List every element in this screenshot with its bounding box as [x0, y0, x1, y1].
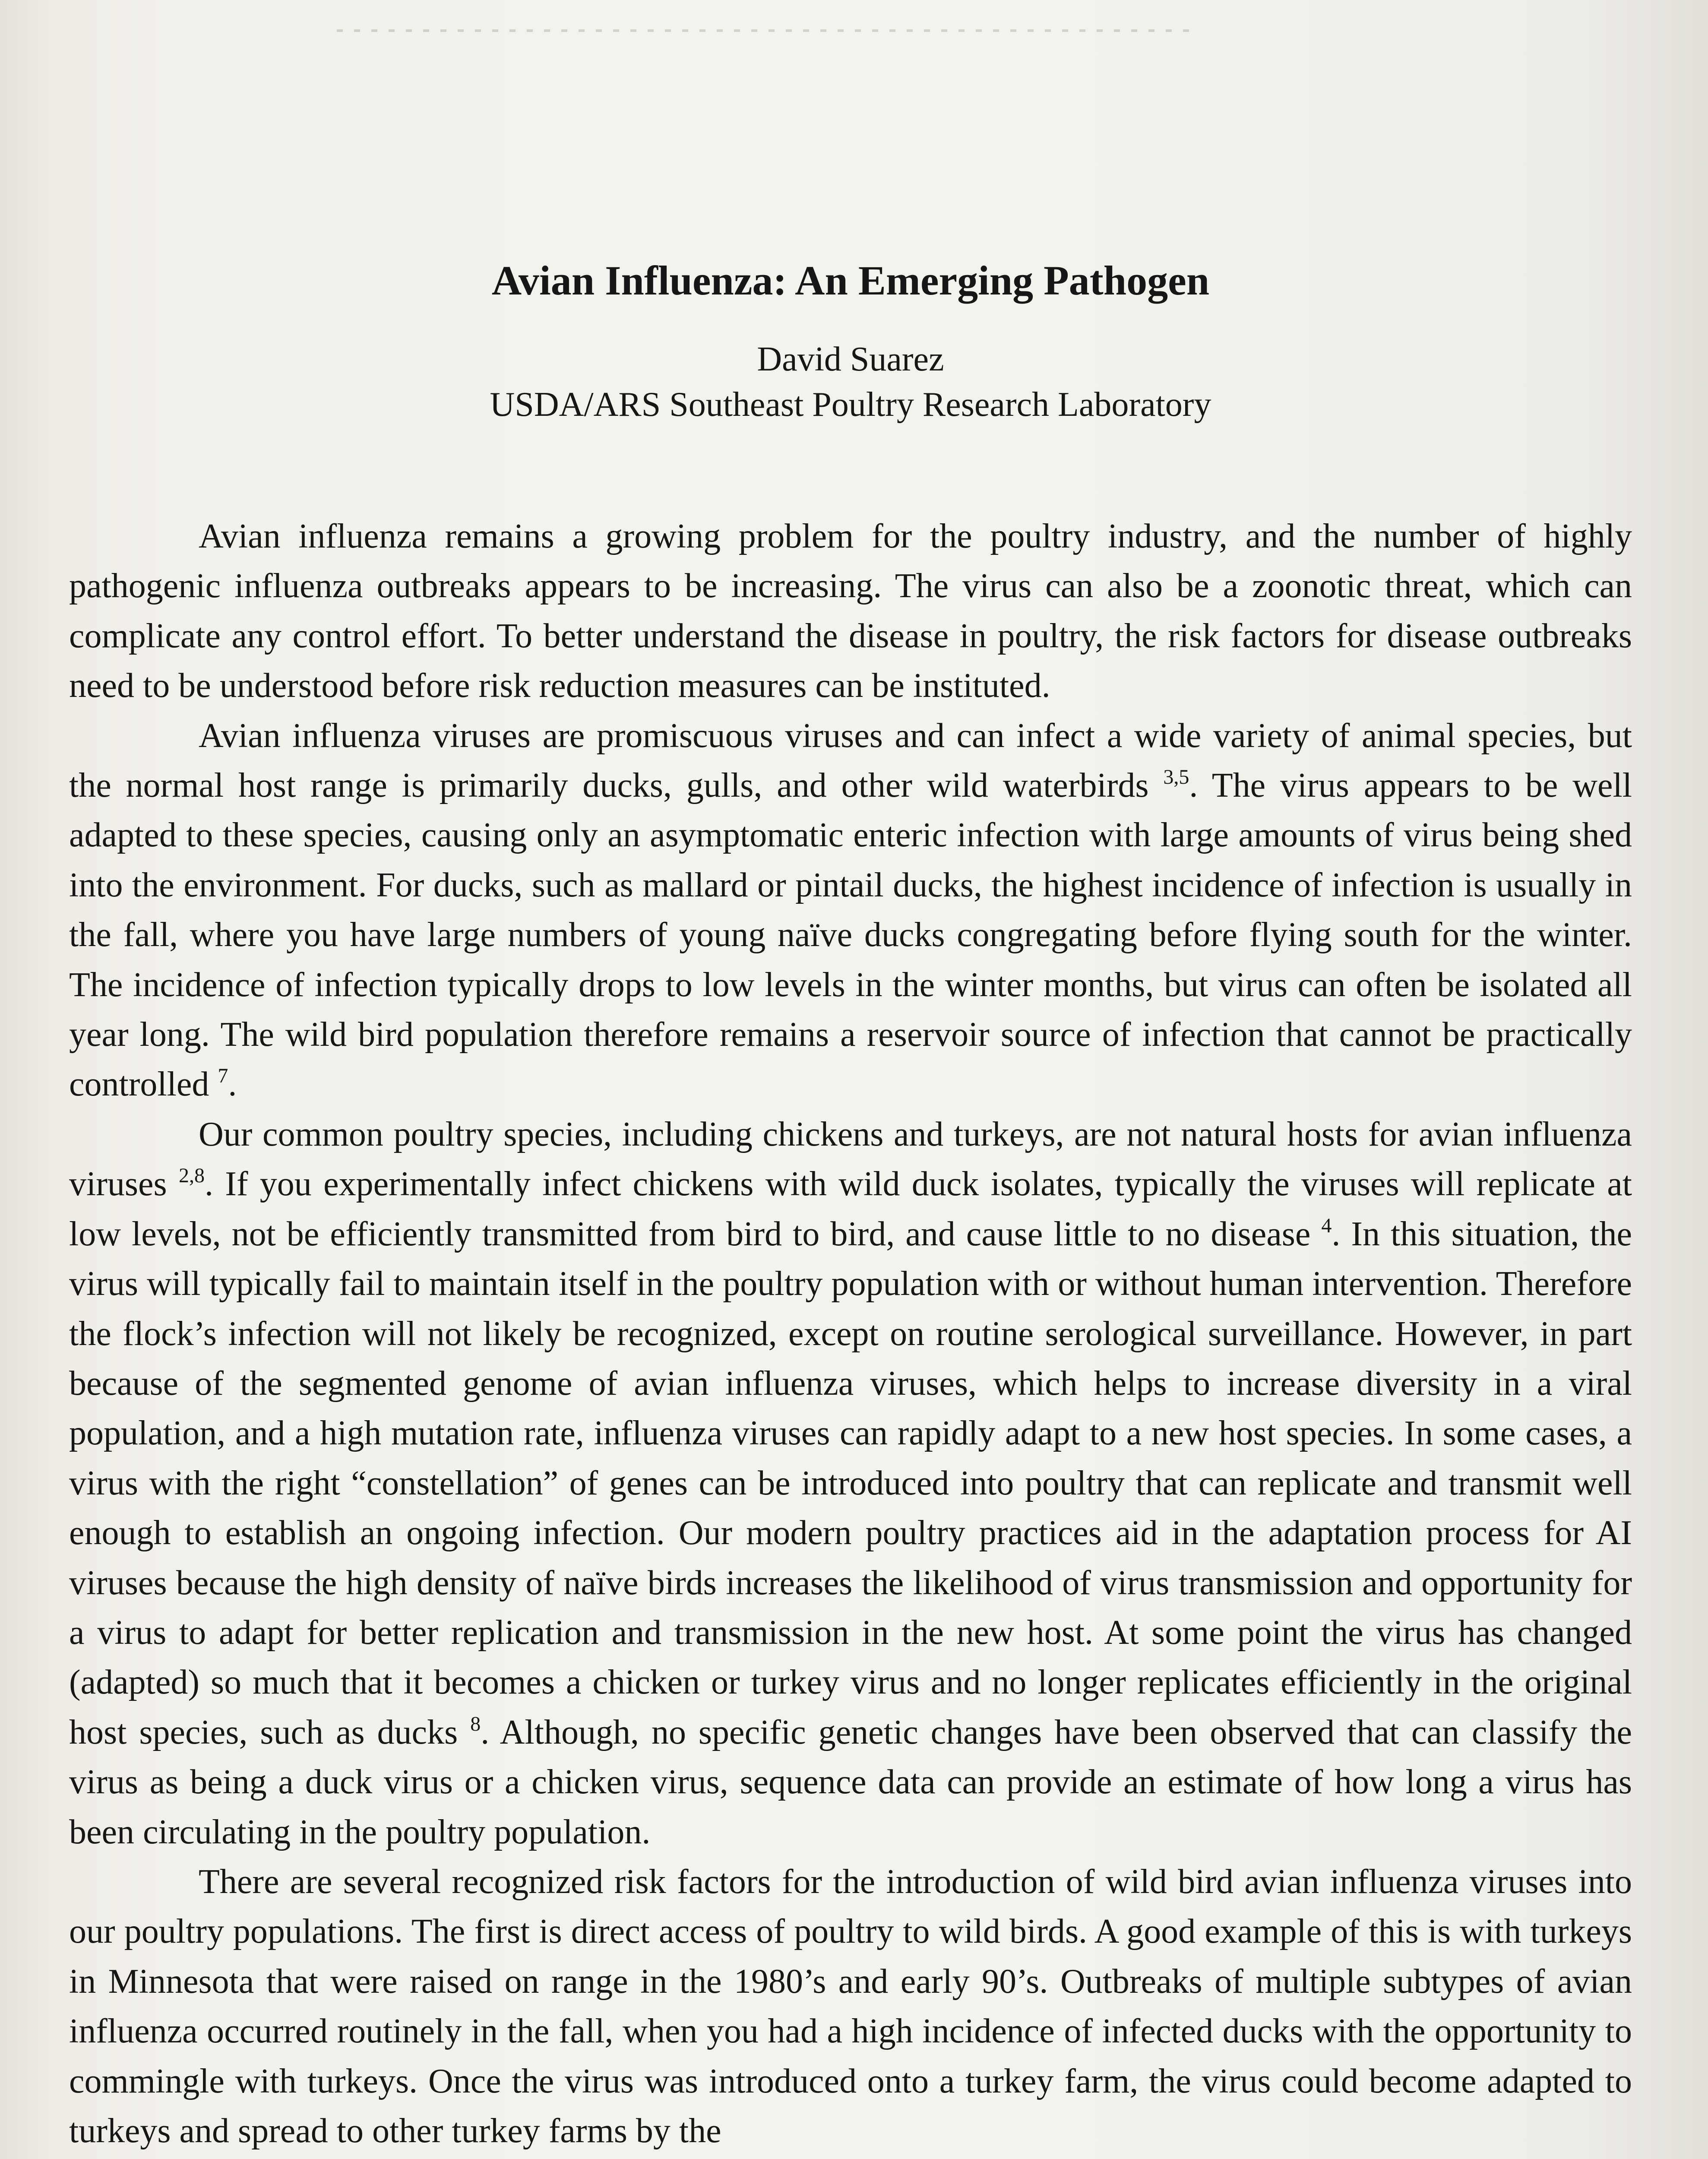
- paragraph-2-text-2: . The virus appears to be well adapted to these species, causing only an asymptomatic enteric infection with large amounts of virus being shed into the environment. For ducks, such as mallard or pintail ducks, the highest incidence of infection is usually in the fall, where you have large numbers of young naïve ducks congregating before flying south for the winter. The incidence of infection typically drops to low levels in the winter months, but virus can often be isolated all year long. The wild bird population therefore remains a reservoir source of infection that cannot be practically controlled: [69, 766, 1632, 1104]
- paragraph-4-text: There are several recognized risk factors for the introduction of wild bird avian influenza viruses into our poultry populations. The first is direct access of poultry to wild birds. A good example of this is with turkeys in Minnesota that were raised on range in the 1980’s and early 90’s. Outbreaks of multiple subtypes of avian influenza occurred routinely in the fall, when you had a high incidence of infected ducks with the opportunity to commingle with turkeys. Once the virus was introduced onto a turkey farm, the virus could become adapted to turkeys and spread to other turkey farms by the: [69, 1862, 1632, 2150]
- citation-ref-7: 7: [218, 1064, 228, 1088]
- paragraph-3-text-3: . In this situation, the virus will typically fail to maintain itself in the poultry population with or without human intervention. Therefore the flock’s infection will not likely be recognized, except on routine serological surveillance. However, in part because of the segmented genome of avian influenza viruses, which helps to increase diversity in a viral population, and a high mutation rate, influenza viruses can rapidly adapt to a new host species. In some cases, a virus with the right “constellation” of genes can be introduced into poultry that can replicate and transmit well enough to establish an ongoing infection. Our modern poultry practices aid in the adaptation process for AI viruses because the high density of naïve birds increases the likelihood of virus transmission and opportunity for a virus to adapt for better replication and transmission in the new host. At some point the virus has changed (adapted) so much that it becomes a chicken or turkey virus and no longer replicates efficiently in the original host species, such as ducks: [69, 1215, 1632, 1751]
- paragraph-2: [69, 711, 1632, 1110]
- citation-ref-8: 8: [470, 1712, 481, 1735]
- paragraph-1: [69, 512, 1632, 711]
- article-body: [69, 512, 1632, 2156]
- paragraph-2-text-3: .: [228, 1065, 237, 1104]
- citation-ref-2-8: 2,8: [178, 1164, 205, 1187]
- article-header: [69, 255, 1632, 428]
- author-affiliation: USDA/ARS Southeast Poultry Research Laboratory: [490, 386, 1211, 424]
- scan-artifact: [337, 29, 1200, 32]
- paragraph-1-text: Avian influenza remains a growing problem for the poultry industry, and the number of highly pathogenic influenza outbreaks appears to be increasing. The virus can also be a zoonotic threat, which can complicate any control effort. To better understand the disease in poultry, the risk factors for disease outbreaks need to be understood before risk reduction measures can be instituted.: [69, 517, 1632, 705]
- paragraph-3-text-4: . Although, no specific genetic changes have been observed that can classify the virus as being a duck virus or a chicken virus, sequence data can provide an estimate of how long a virus has been circulating in the poultry population.: [69, 1713, 1632, 1851]
- citation-ref-4: 4: [1321, 1214, 1332, 1237]
- paragraph-3-text-2: . If you experimentally infect chickens with wild duck isolates, typically the viruses will replicate at low levels, not be efficiently transmitted from bird to bird, and cause little to no disease: [69, 1165, 1632, 1253]
- paragraph-3: [69, 1110, 1632, 1857]
- citation-ref-3-5: 3,5: [1163, 766, 1189, 789]
- paragraph-2-text-1: Avian influenza viruses are promiscuous viruses and can infect a wide variety of animal species, but the normal host range is primarily ducks, gulls, and other wild waterbirds: [69, 716, 1632, 805]
- paragraph-3-text-1: Our common poultry species, including chickens and turkeys, are not natural hosts for avian influenza viruses: [69, 1115, 1632, 1203]
- author-name: David Suarez: [757, 340, 944, 378]
- article-title: Avian Influenza: An Emerging Pathogen: [491, 257, 1210, 304]
- paragraph-4: [69, 1857, 1632, 2156]
